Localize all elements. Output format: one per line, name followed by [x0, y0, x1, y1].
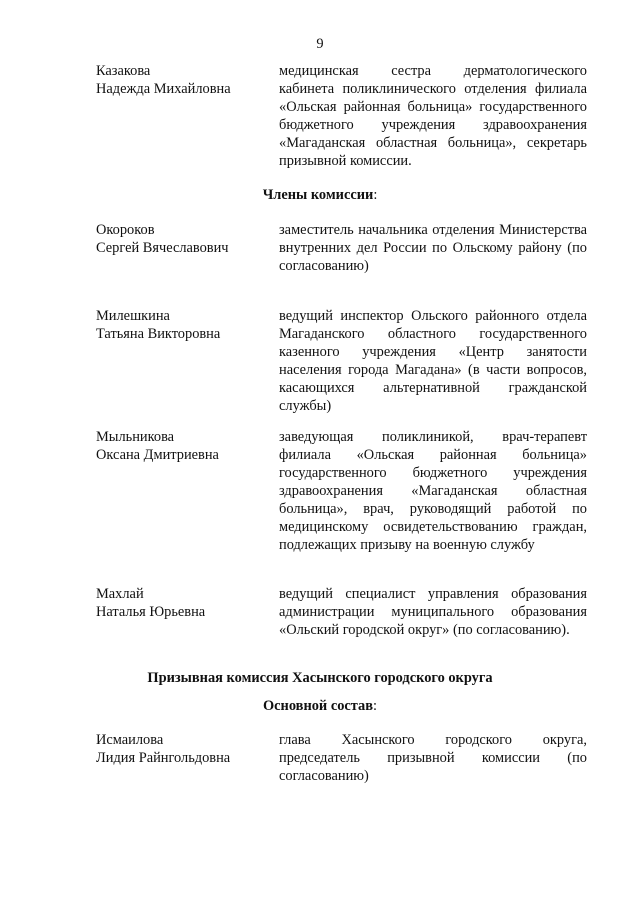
- member-name: [96, 731, 276, 767]
- member-name: [96, 221, 276, 257]
- member-role: медицинская сестра дерматологического кабинета поликлинического отделения филиала «Ольская районная больница» государственного бюджетного учреждения здравоохранения «Магаданская областная больница», секретарь призывной комиссии.: [279, 63, 587, 169]
- members-heading-text: Члены комиссии: [262, 187, 374, 203]
- member-role: ведущий специалист управления образования администрации муниципального образования «Ольский городской округ» (по согласованию).: [279, 586, 587, 638]
- member-surname: Окороков: [96, 222, 155, 238]
- main-composition-heading: [0, 697, 640, 715]
- member-surname: Исмаилова: [96, 732, 164, 748]
- member-role: ведущий инспектор Ольского районного отдела Магаданского областного государственного казенного учреждения «Центр занятости населения города Магадана» (в части вопросов, касающихся альтернативной гражданской службы): [279, 308, 587, 414]
- members-heading: [0, 186, 640, 204]
- commission-heading: Призывная комиссия Хасынского городского округа: [147, 670, 493, 686]
- member-role: глава Хасынского городского округа, председатель призывной комиссии (по согласованию): [279, 732, 587, 784]
- page-number: 9: [316, 36, 324, 52]
- member-surname: Милешкина: [96, 308, 170, 324]
- member-role: заместитель начальника отделения Министерства внутренних дел России по Ольскому району (по согласованию): [279, 222, 587, 274]
- member-name: [96, 585, 276, 621]
- member-name: [96, 62, 276, 98]
- member-name: [96, 307, 276, 343]
- member-name: [96, 428, 276, 464]
- member-given-name: Сергей Вячеславович: [96, 240, 229, 256]
- member-given-name: Татьяна Викторовна: [96, 326, 221, 342]
- member-given-name: Оксана Дмитриевна: [96, 447, 219, 463]
- member-surname: Махлай: [96, 586, 144, 602]
- member-surname: Казакова: [96, 63, 151, 79]
- member-given-name: Наталья Юрьевна: [96, 604, 206, 620]
- main-heading-colon: :: [373, 698, 378, 714]
- member-given-name: Лидия Райнгольдовна: [96, 750, 231, 766]
- main-heading-text: Основной состав: [262, 698, 374, 714]
- member-surname: Мыльникова: [96, 429, 175, 445]
- members-heading-colon: :: [373, 187, 378, 203]
- member-given-name: Надежда Михайловна: [96, 81, 231, 97]
- member-role: заведующая поликлиникой, врач-терапевт филиала «Ольская районная больница» государственного бюджетного учреждения здравоохранения «Магаданская областная больница», врач, руководящий работой по медицинскому освидетельствованию граждан, подлежащих призыву на военную службу: [279, 429, 587, 553]
